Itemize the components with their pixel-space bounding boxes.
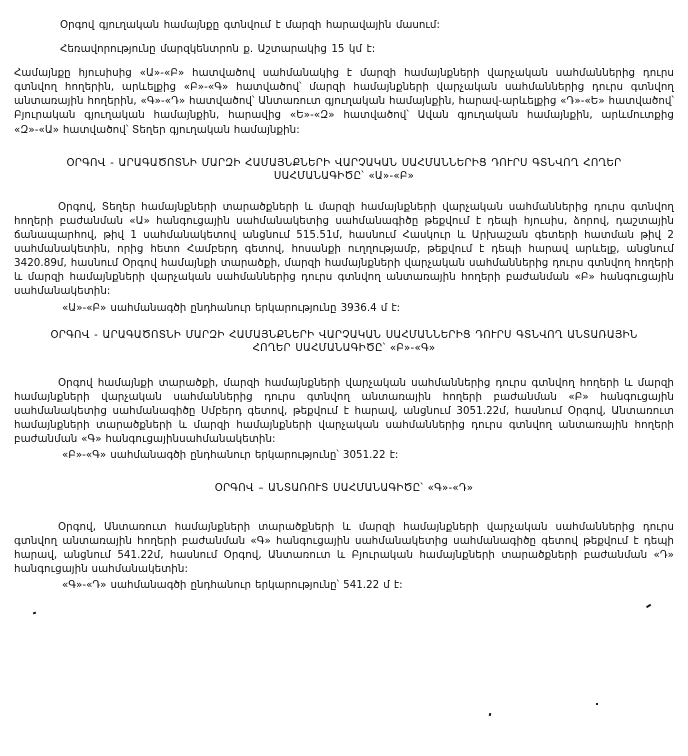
section-3-heading-line1: ՕՐԳՈՎ – ԱՆՏԱՌՈՒՏ ՍԱՀՄԱՆԱԳԻԾԸ՝ «Գ»-«Դ»: [214, 483, 474, 495]
scan-speck: [489, 713, 492, 716]
section-1-result: «Ա»-«Բ» սահմանագծի ընդհանուր երկարությունը 3936.4 մ է:: [62, 301, 401, 314]
section-1-heading-line1: ՕՐԳՈՎ - ԱՐԱԳԱԾՈՏՆԻ ՄԱՐԶԻ ՀԱՄԱՅՆՔՆԵՐԻ ՎԱՐՉԱԿԱՆ ՍԱՀՄԱՆՆԵՐԻՑ ԴՈՒՐՍ ԳՏՆՎՈՂ ՀՈՂԵՐ: [66, 157, 622, 169]
section-3-result: «Գ»-«Դ» սահմանագծի ընդհանուր երկարությունը՝ 541.22 մ է:: [62, 579, 403, 592]
section-1-heading-line2: ՍԱՀՄԱՆԱԳԻԾԸ՝ «Ա»-«Բ»: [273, 171, 415, 183]
scan-speck: [596, 703, 598, 705]
section-1-heading: [14, 157, 674, 184]
intro-paragraph: Համայնքը հյուսիսից «Ա»-«Բ» հատվածով սահմանակից է մարզի համայնքների վարչական սահմաններից դուրս գտնվող հողերին, արևելքից «Բ»-«Գ» հատվածով՝ մարզի համայնքների վարչական սահմաններից դուրս գտնվող անտառային հողերին, «Գ»-«Դ» հատվածով՝ Անտառուտ գյուղական համայնքին, հարավ-արևելքից «Դ»-«Ե» հատվածով՝ Բյուրական գյուղական համայնքին, հարավից «Ե»-«Զ» հատվածով՝ Ավան գյուղական համայնքին, արևմուտքից «Զ»-«Ա» հատվածով՝ Տեղեր գյուղական համայնքին:: [14, 67, 674, 136]
section-2-heading-line1: ՕՐԳՈՎ - ԱՐԱԳԱԾՈՏՆԻ ՄԱՐԶԻ ՀԱՄԱՅՆՔՆԵՐԻ ՎԱՐՉԱԿԱՆ ՍԱՀՄԱՆՆԵՐԻՑ ԴՈՒՐՍ ԳՏՆՎՈՂ ԱՆՏԱՌԱՅԻՆ: [50, 329, 638, 341]
scan-speck: [33, 612, 36, 615]
section-3-heading: [14, 482, 674, 496]
intro-line-location: Օրգով գյուղական համայնքը գտնվում է մարզի հարավային մասում:: [60, 19, 440, 31]
intro-line-distance: Հեռավորությունը մարզկենտրոն ք. Աշտարակից 15 կմ է:: [60, 43, 376, 56]
section-2-result: «Բ»-«Գ» սահմանագծի ընդհանուր երկարությունը՝ 3051.22 է:: [62, 449, 399, 462]
section-2-heading: [14, 329, 674, 356]
section-3-body: Օրգով, Անտառուտ համայնքների տարածքների և մարզի համայնքների վարչական սահմաններից դուրս գտնվող անտառային հողերի բաժանման «Գ» հանգուցային սահմանակետից սահմանագիծը գետով թեքվում է դեպի հարավ, անցնում 541.22մ, հասնում Օրգով, Անտառուտ և Բյուրական համայնքների տարածքների բաժանման «Դ» հանգուցային սահմանակետին:: [14, 520, 674, 576]
section-2-heading-line2: ՀՈՂԵՐ ՍԱՀՄԱՆԱԳԻԾԸ՝ «Բ»-«Գ»: [252, 343, 436, 355]
section-1-body: Օրգով, Տեղեր համայնքների տարածքների և մարզի համայնքների վարչական սահմաններից դուրս գտնվող հողերի բաժանման «Ա» հանգուցային սահմանակետից սահմանագիծը թեքվում է դեպի հյուսիս, ձորով, դաշտային ճանապարհով, թիվ 1 սահմանակետով անցնում 515.51մ, հասնում Հասկուր և Արխաշան գետերի հատման թիվ 2 սահմանակետին, որից հետո Համբերդ գետով, հոսանքի ուղղությամբ, թեքվում է դեպի հարավ արևելք, անցնում 3420.89մ, հասնում Օրգով համայնքի տարածքի, մարզի համայնքների վարչական սահմաններից դուրս գտնվող հողերի և մարզի համայնքների վարչական սահմաններից դուրս գտնվող անտառային հողերի բաժանման «Բ» հանգուցային սահմանակետին:: [14, 200, 674, 298]
section-2-body: Օրգով համայնքի տարածքի, մարզի համայնքների վարչական սահմաններից դուրս գտնվող հողերի և մարզի համայնքների վարչական սահմաններից դուրս գտնվող անտառային հողերի բաժանման «Բ» հանգուցային սահմանակետից սահմանագիծը Սմբերդ գետով, թեքվում է հարավ, անցնում 3051.22մ, հասնում Օրգով, Անտառուտ համայնքների տարածքների և մարզի համայնքների վարչական սահմաններից դուրս գտնվող անտառային հողերի բաժանման «Գ» հանգուցայինսահմանակետին:: [14, 376, 674, 446]
scan-speck: [646, 604, 651, 608]
